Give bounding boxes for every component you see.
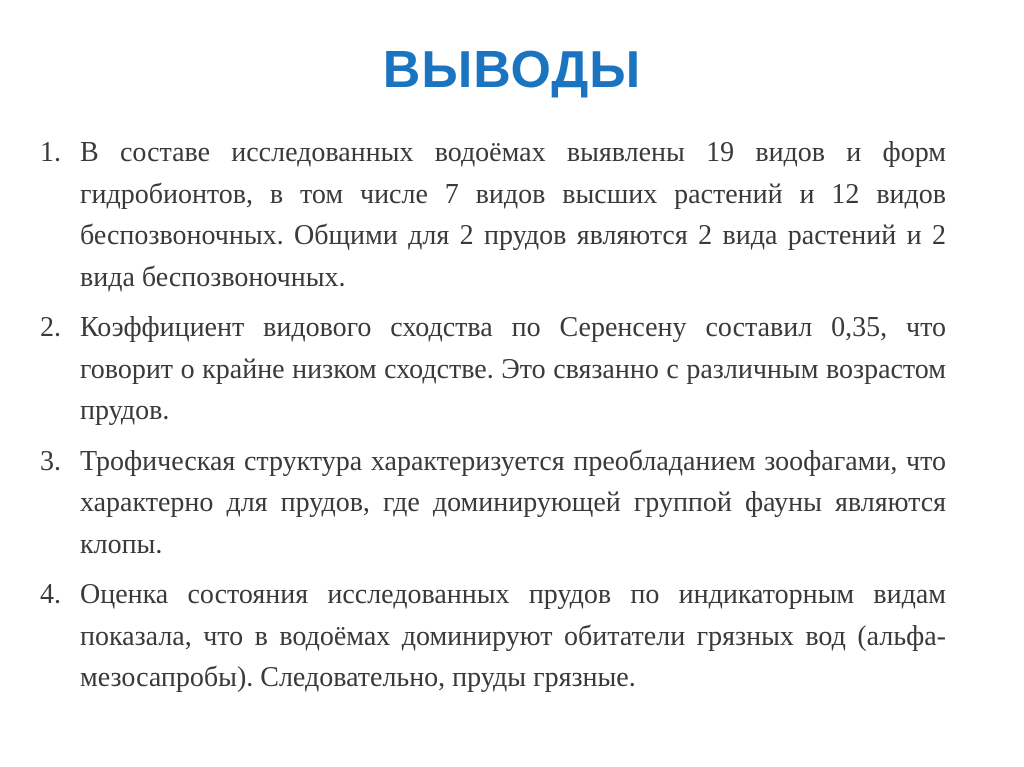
item-number: 3. bbox=[40, 445, 61, 477]
item-text: Трофическая структура характеризуется преобладанием зоофагами, что характерно для прудов, где доминирующей группой фауны являются клопы. bbox=[80, 445, 946, 560]
conclusions-list bbox=[40, 132, 946, 708]
item-number: 1. bbox=[40, 137, 61, 168]
item-number: 2. bbox=[40, 312, 61, 343]
list-item bbox=[40, 307, 946, 432]
slide-title: ВЫВОДЫ bbox=[382, 41, 642, 99]
item-text: Оценка состояния исследованных прудов по индикаторным видам показала, что в водоёмах доминируют обитатели грязных вод (альфа-мезосапробы). Следовательно, пруды грязные. bbox=[80, 579, 946, 693]
item-text: В составе исследованных водоёмах выявлены 19 видов и форм гидробионтов, в том числе 7 видов высших растений и 12 видов беспозвоночных. Общими для 2 прудов являются 2 вида растений и 2 вида беспозвоночных. bbox=[80, 137, 946, 293]
list-item bbox=[40, 441, 946, 566]
item-number: 4. bbox=[40, 579, 61, 610]
list-item bbox=[40, 132, 946, 298]
item-text: Коэффициент видового сходства по Серенсену составил 0,35, что говорит о крайне низком сходстве. Это связанно с различным возрастом прудов. bbox=[80, 312, 946, 426]
list-item bbox=[40, 574, 946, 699]
